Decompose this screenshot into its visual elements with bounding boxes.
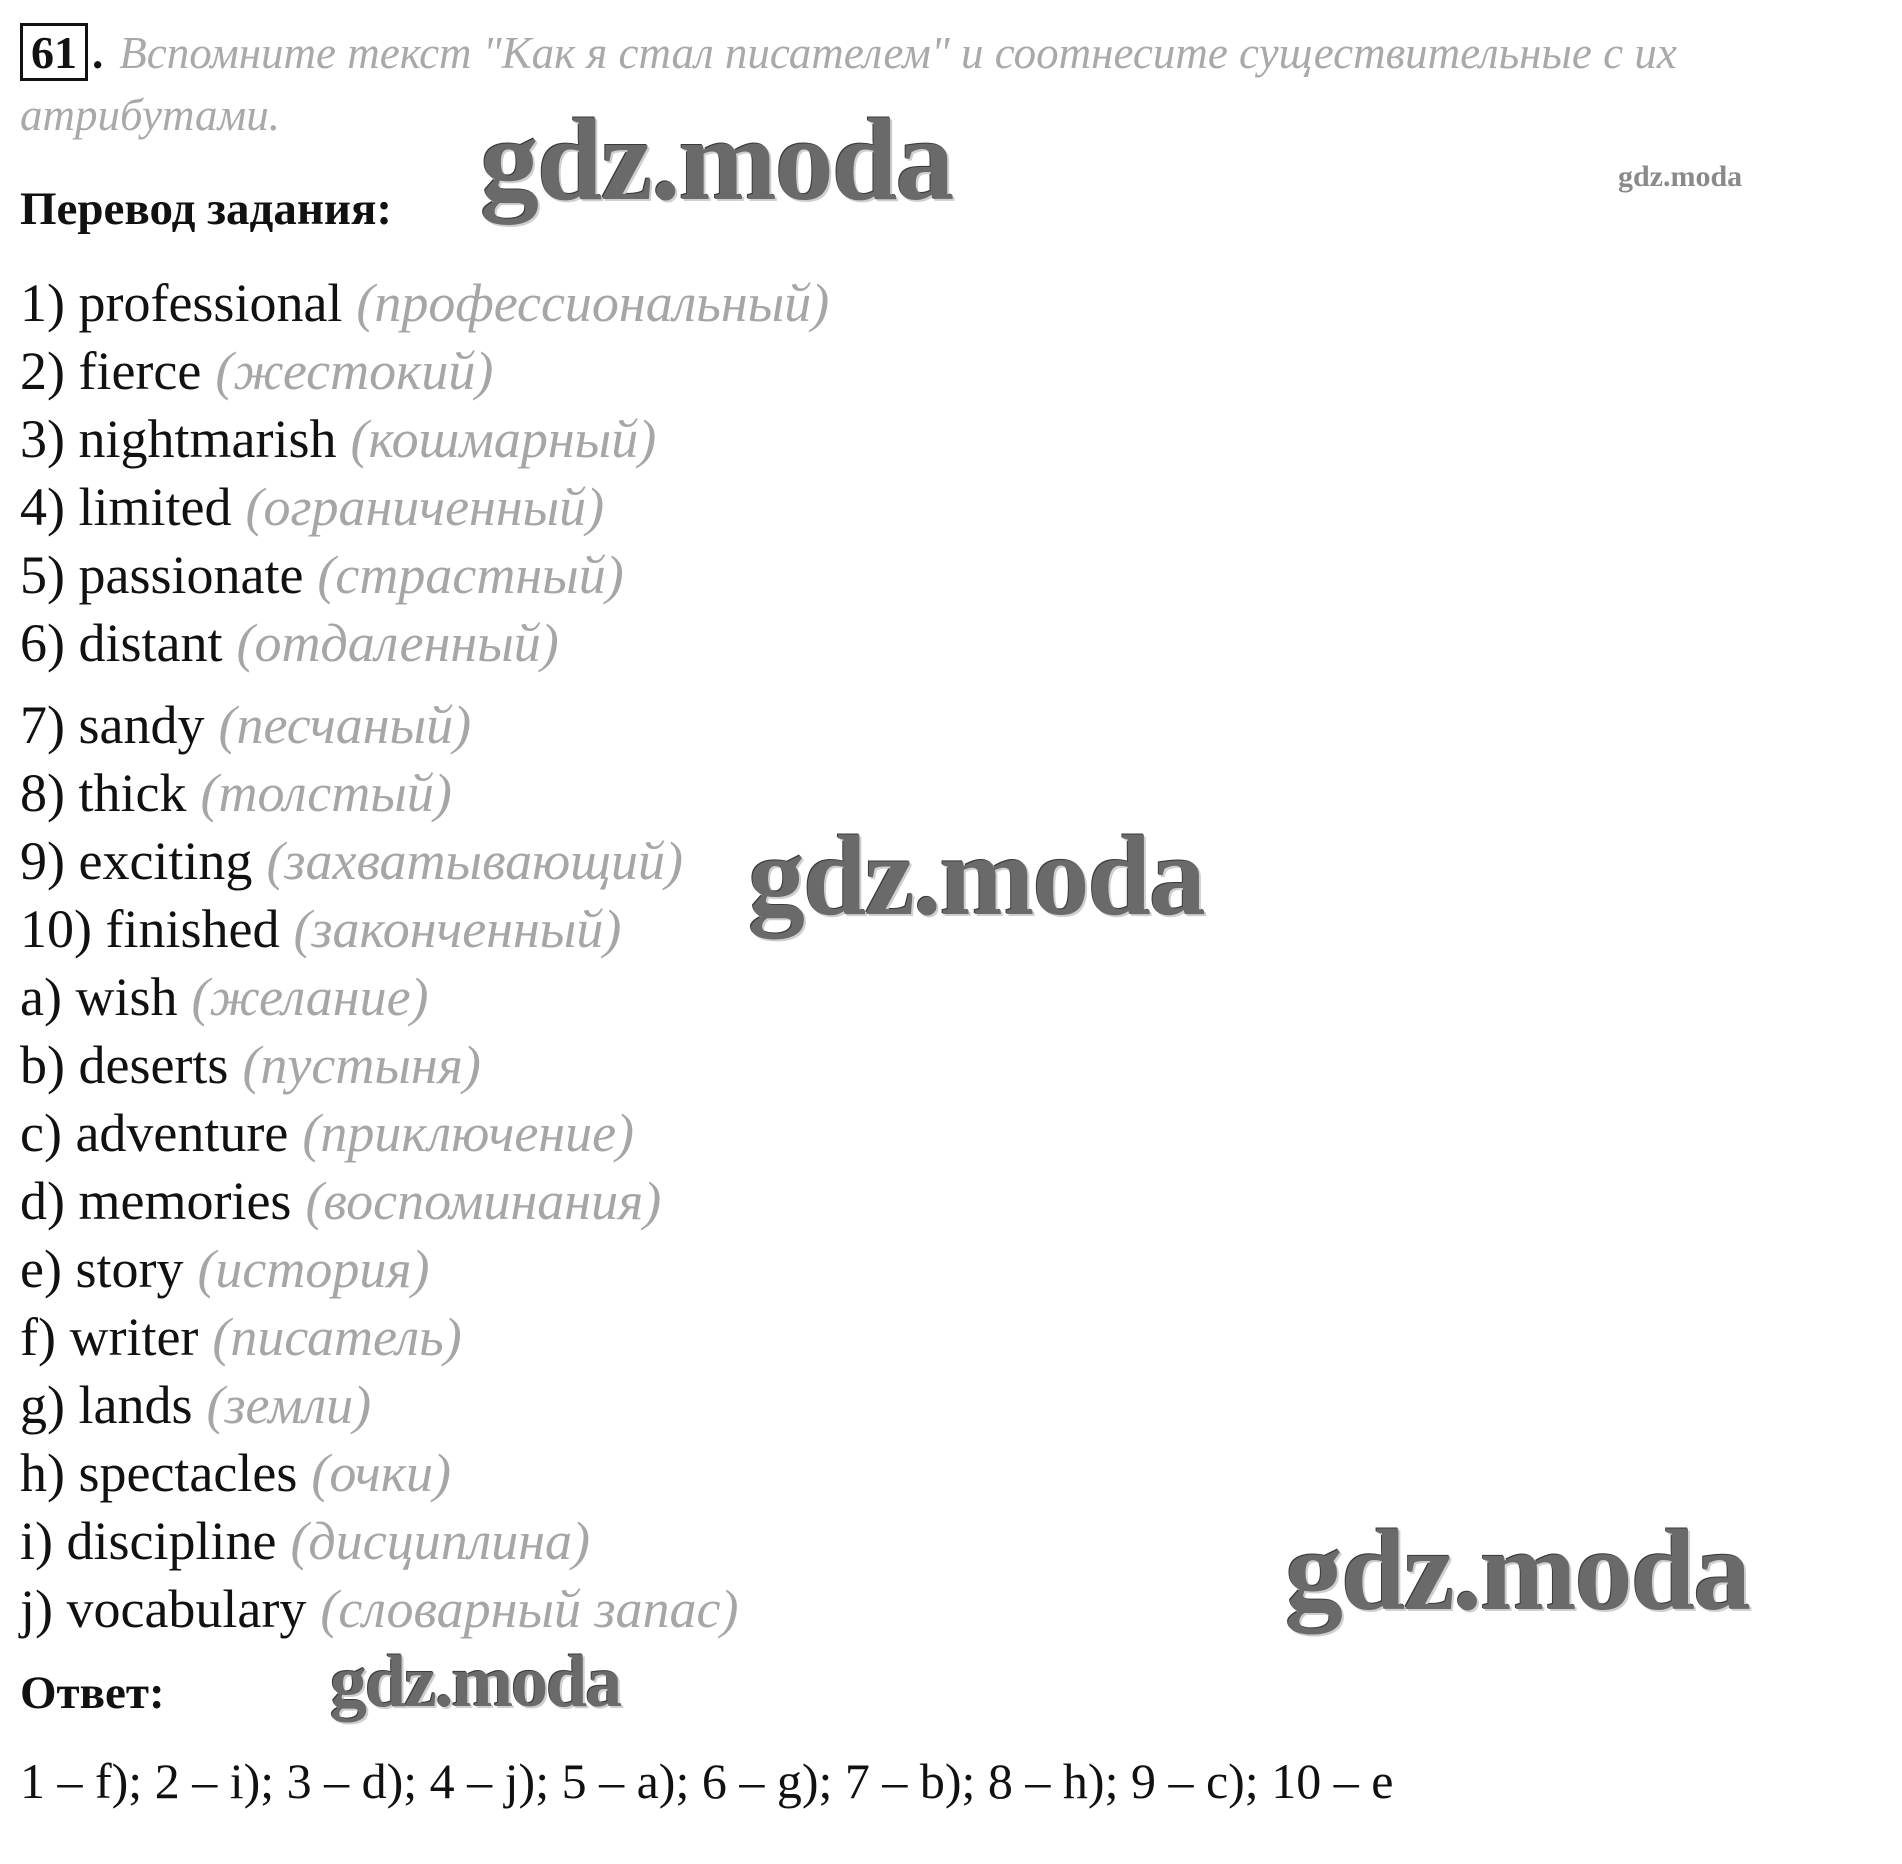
item-label: 6) distant <box>20 613 223 673</box>
list-item <box>20 1031 1520 1099</box>
task-number: 61 <box>20 23 88 81</box>
watermark: gdz.moda <box>330 1641 621 1723</box>
item-translation: (пустыня) <box>242 1035 481 1095</box>
task-text: Вспомните текст "Как я стал писателем" и соотнесите существительные с их атрибутами. <box>20 28 1677 140</box>
item-translation: (писатель) <box>212 1307 462 1367</box>
item-translation: (желание) <box>191 967 429 1027</box>
item-translation: (дисциплина) <box>290 1511 591 1571</box>
item-translation: (приключение) <box>302 1103 635 1163</box>
watermark: gdz.moda <box>480 94 953 225</box>
item-translation: (ограниченный) <box>245 477 605 537</box>
list-item <box>20 963 1520 1031</box>
item-translation: (земли) <box>206 1375 372 1435</box>
watermark: gdz.moda <box>748 812 1204 939</box>
list-item <box>20 1303 1520 1371</box>
item-label: 10) finished <box>20 899 280 959</box>
list-item <box>20 691 1520 759</box>
item-label: f) writer <box>20 1307 199 1367</box>
list-item <box>20 1371 1520 1439</box>
item-label: d) memories <box>20 1171 292 1231</box>
item-label: 1) professional <box>20 273 343 333</box>
item-label: 4) limited <box>20 477 232 537</box>
item-translation: (страстный) <box>317 545 624 605</box>
item-label: h) spectacles <box>20 1443 298 1503</box>
task-number-dot: . <box>92 28 104 78</box>
item-translation: (захватывающий) <box>266 831 683 891</box>
item-label: 3) nightmarish <box>20 409 337 469</box>
item-translation: (законченный) <box>293 899 622 959</box>
watermark: gdz.moda <box>1618 160 1743 193</box>
item-label: g) lands <box>20 1375 193 1435</box>
word-list <box>20 269 1520 1643</box>
list-item <box>20 1167 1520 1235</box>
list-item <box>20 609 1520 677</box>
list-item <box>20 1235 1520 1303</box>
list-item <box>20 269 1520 337</box>
item-label: a) wish <box>20 967 178 1027</box>
item-translation: (словарный запас) <box>320 1579 739 1639</box>
item-translation: (кошмарный) <box>350 409 657 469</box>
list-item <box>20 337 1520 405</box>
item-label: 8) thick <box>20 763 187 823</box>
item-label: 7) sandy <box>20 695 205 755</box>
item-label: c) adventure <box>20 1103 289 1163</box>
item-label: e) story <box>20 1239 184 1299</box>
item-translation: (жестокий) <box>215 341 494 401</box>
item-translation: (профессиональный) <box>356 273 830 333</box>
item-label: b) deserts <box>20 1035 229 1095</box>
list-item <box>20 473 1520 541</box>
watermark: gdz.moda <box>1285 1507 1750 1635</box>
item-label: i) discipline <box>20 1511 277 1571</box>
list-item <box>20 541 1520 609</box>
translation-heading: Перевод задания: <box>20 183 393 235</box>
item-label: 2) fierce <box>20 341 202 401</box>
item-translation: (воспоминания) <box>305 1171 662 1231</box>
item-translation: (толстый) <box>200 763 452 823</box>
list-item <box>20 1099 1520 1167</box>
answer-text: 1 – f); 2 – i); 3 – d); 4 – j); 5 – a); 6 – g); 7 – b); 8 – h); 9 – c); 10 – e <box>20 1753 1394 1809</box>
item-translation: (песчаный) <box>218 695 472 755</box>
item-label: j) vocabulary <box>20 1579 307 1639</box>
item-label: 9) exciting <box>20 831 253 891</box>
item-translation: (отдаленный) <box>236 613 559 673</box>
item-label: 5) passionate <box>20 545 304 605</box>
item-translation: (очки) <box>311 1443 451 1503</box>
answer-heading: Ответ: <box>20 1667 165 1719</box>
item-translation: (история) <box>197 1239 430 1299</box>
list-item <box>20 1439 1520 1507</box>
list-item <box>20 405 1520 473</box>
